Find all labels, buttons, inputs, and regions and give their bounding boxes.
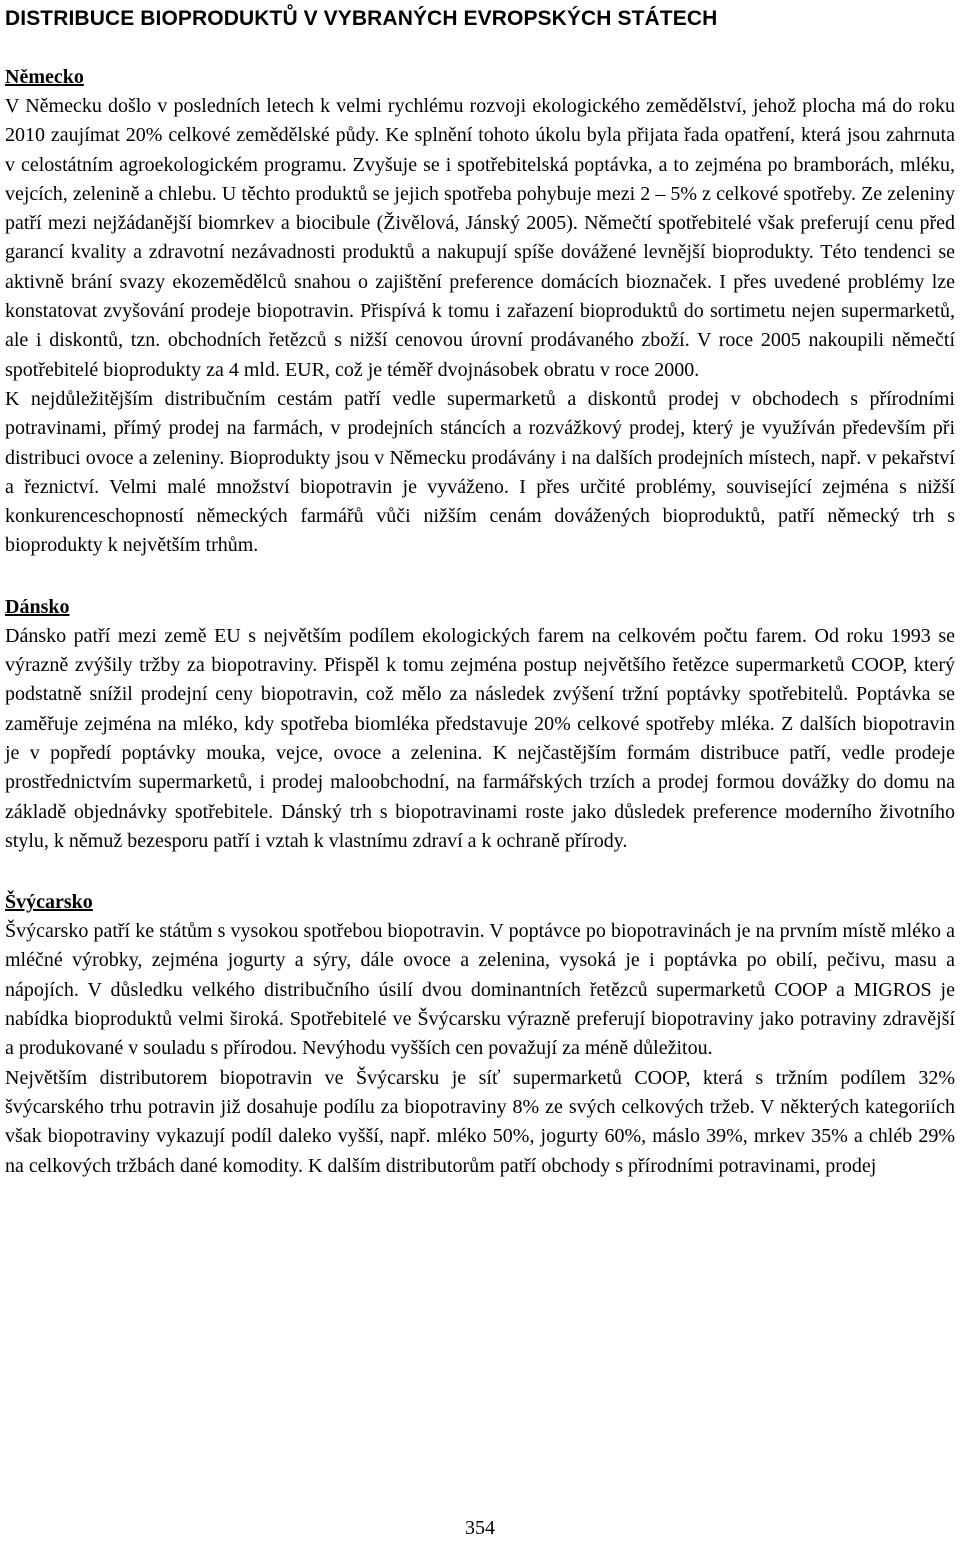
section-denmark <box>5 593 955 856</box>
section-switzerland <box>5 888 955 1181</box>
section-heading-denmark: Dánsko <box>5 595 70 618</box>
paragraph-denmark-1: Dánsko patří mezi země EU s největším podílem ekologických farem na celkovém počtu farem. Od roku 1993 se výrazně zvýšily tržby za biopotraviny. Přispěl k tomu zejména postup největšího řetězce supermarketů COOP, který podstatně snížil prodejní ceny biopotravin, což mělo za následek zvýšení tržní poptávky spotřebitelů. Poptávka se zaměřuje zejména na mléko, kdy spotřeba biomléka představuje 20% celkové spotřeby mléka. Z dalších biopotravin je v popředí poptávky mouka, vejce, ovoce a zelenina. K nejčastějším formám distribuce patří, vedle prodeje prostřednictvím supermarketů, i prodej maloobchodní, na farmářských trzích a prodej formou dovážky do domu na základě objednávky spotřebitele. Dánský trh s biopotravinami roste jako důsledek preference moderního životního stylu, k němuž bezesporu patří i vztah k vlastnímu zdraví a k ochraně přírody. <box>5 624 955 852</box>
paragraph-germany-2: K nejdůležitějším distribučním cestám patří vedle supermarketů a diskontů prodej v obchodech s přírodními potravinami, přímý prodej na farmách, v prodejních stáncích a rozvážkový prodej, který je využíván především při distribuci ovoce a zeleniny. Bioprodukty jsou v Německu prodávány i na dalších prodejních místech, např. v pekařství a řeznictví. Velmi malé množství biopotravin je vyváženo. I přes určité problémy, související zejména s nižší konkurenceschopností německých farmářů vůči nižším cenám dovážených bioproduktů, patří německý trh s bioprodukty k největším trhům. <box>5 387 955 557</box>
document-page <box>5 4 955 1181</box>
spacer <box>5 561 955 593</box>
section-germany <box>5 63 955 561</box>
spacer <box>5 856 955 888</box>
document-title: DISTRIBUCE BIOPRODUKTŮ V VYBRANÝCH EVROPSKÝCH STÁTECH <box>5 7 718 30</box>
section-heading-germany: Německo <box>5 66 84 88</box>
spacer <box>5 33 955 63</box>
paragraph-switzerland-1: Švýcarsko patří ke státům s vysokou spotřebou biopotravin. V poptávce po biopotravinách je na prvním místě mléko a mléčné výrobky, zejména jogurty a sýry, dále ovoce a zelenina, vysoká je i poptávka po obilí, pečivu, masu a nápojích. V důsledku velkého distribučního úsilí dvou dominantních řetězců supermarketů COOP a MIGROS je nabídka bioproduktů velmi široká. Spotřebitelé ve Švýcarsku výrazně preferují biopotraviny jako potraviny zdravější a produkované v souladu s přírodou. Nevýhodu vyšších cen považují za méně důležitou. <box>5 920 955 1060</box>
paragraph-switzerland-2: Největším distributorem biopotravin ve Švýcarsku je síť supermarketů COOP, která s tržním podílem 32% švýcarského trhu potravin již dosahuje podílu za biopotraviny 8% ze svých celkových tržeb. V některých kategoriích však biopotraviny vykazují podíl daleko vyšší, např. mléko 50%, jogurty 60%, máslo 39%, mrkev 35% a chléb 29% na celkových tržbách dané komodity. K dalším distributorům patří obchody s přírodními potravinami, prodej <box>5 1066 955 1177</box>
paragraph-germany-1: V Německu došlo v posledních letech k velmi rychlému rozvoji ekologického zemědělství, jehož plocha má do roku 2010 zaujímat 20% celkové zemědělské půdy. Ke splnění tohoto úkolu byla přijata řada opatření, která jsou zahrnuta v celostátním agroekologickém programu. Zvyšuje se i spotřebitelská poptávka, a to zejména po bramborách, mléku, vejcích, zelenině a chlebu. U těchto produktů se jejich spotřeba pohybuje mezi 2 – 5% z celkové spotřeby. Ze zeleniny patří mezi nejžádanější biomrkev a biocibule (Živělová, Jánský 2005). Němečtí spotřebitelé však preferují cenu před garancí kvality a zdravotní nezávadnosti produktů a nakupují spíše dovážené levnější bioprodukty. Této tendenci se aktivně brání svazy ekozemědělců snahou o zajištění preference domácích bioznaček. I přes uvedené problémy lze konstatovat zvyšování prodeje biopotravin. Přispívá k tomu i zařazení bioproduktů do sortimetu nejen supermarketů, ale i diskontů, tzn. obchodních řetězců s nižší cenovou úrovní prodávaného zboží. V roce 2005 nakoupili němečtí spotřebitelé bioprodukty za 4 mld. EUR, což je téměř dvojnásobek obratu v roce 2000. <box>5 95 955 381</box>
page-number: 354 <box>465 1517 495 1539</box>
section-heading-switzerland: Švýcarsko <box>5 891 93 914</box>
